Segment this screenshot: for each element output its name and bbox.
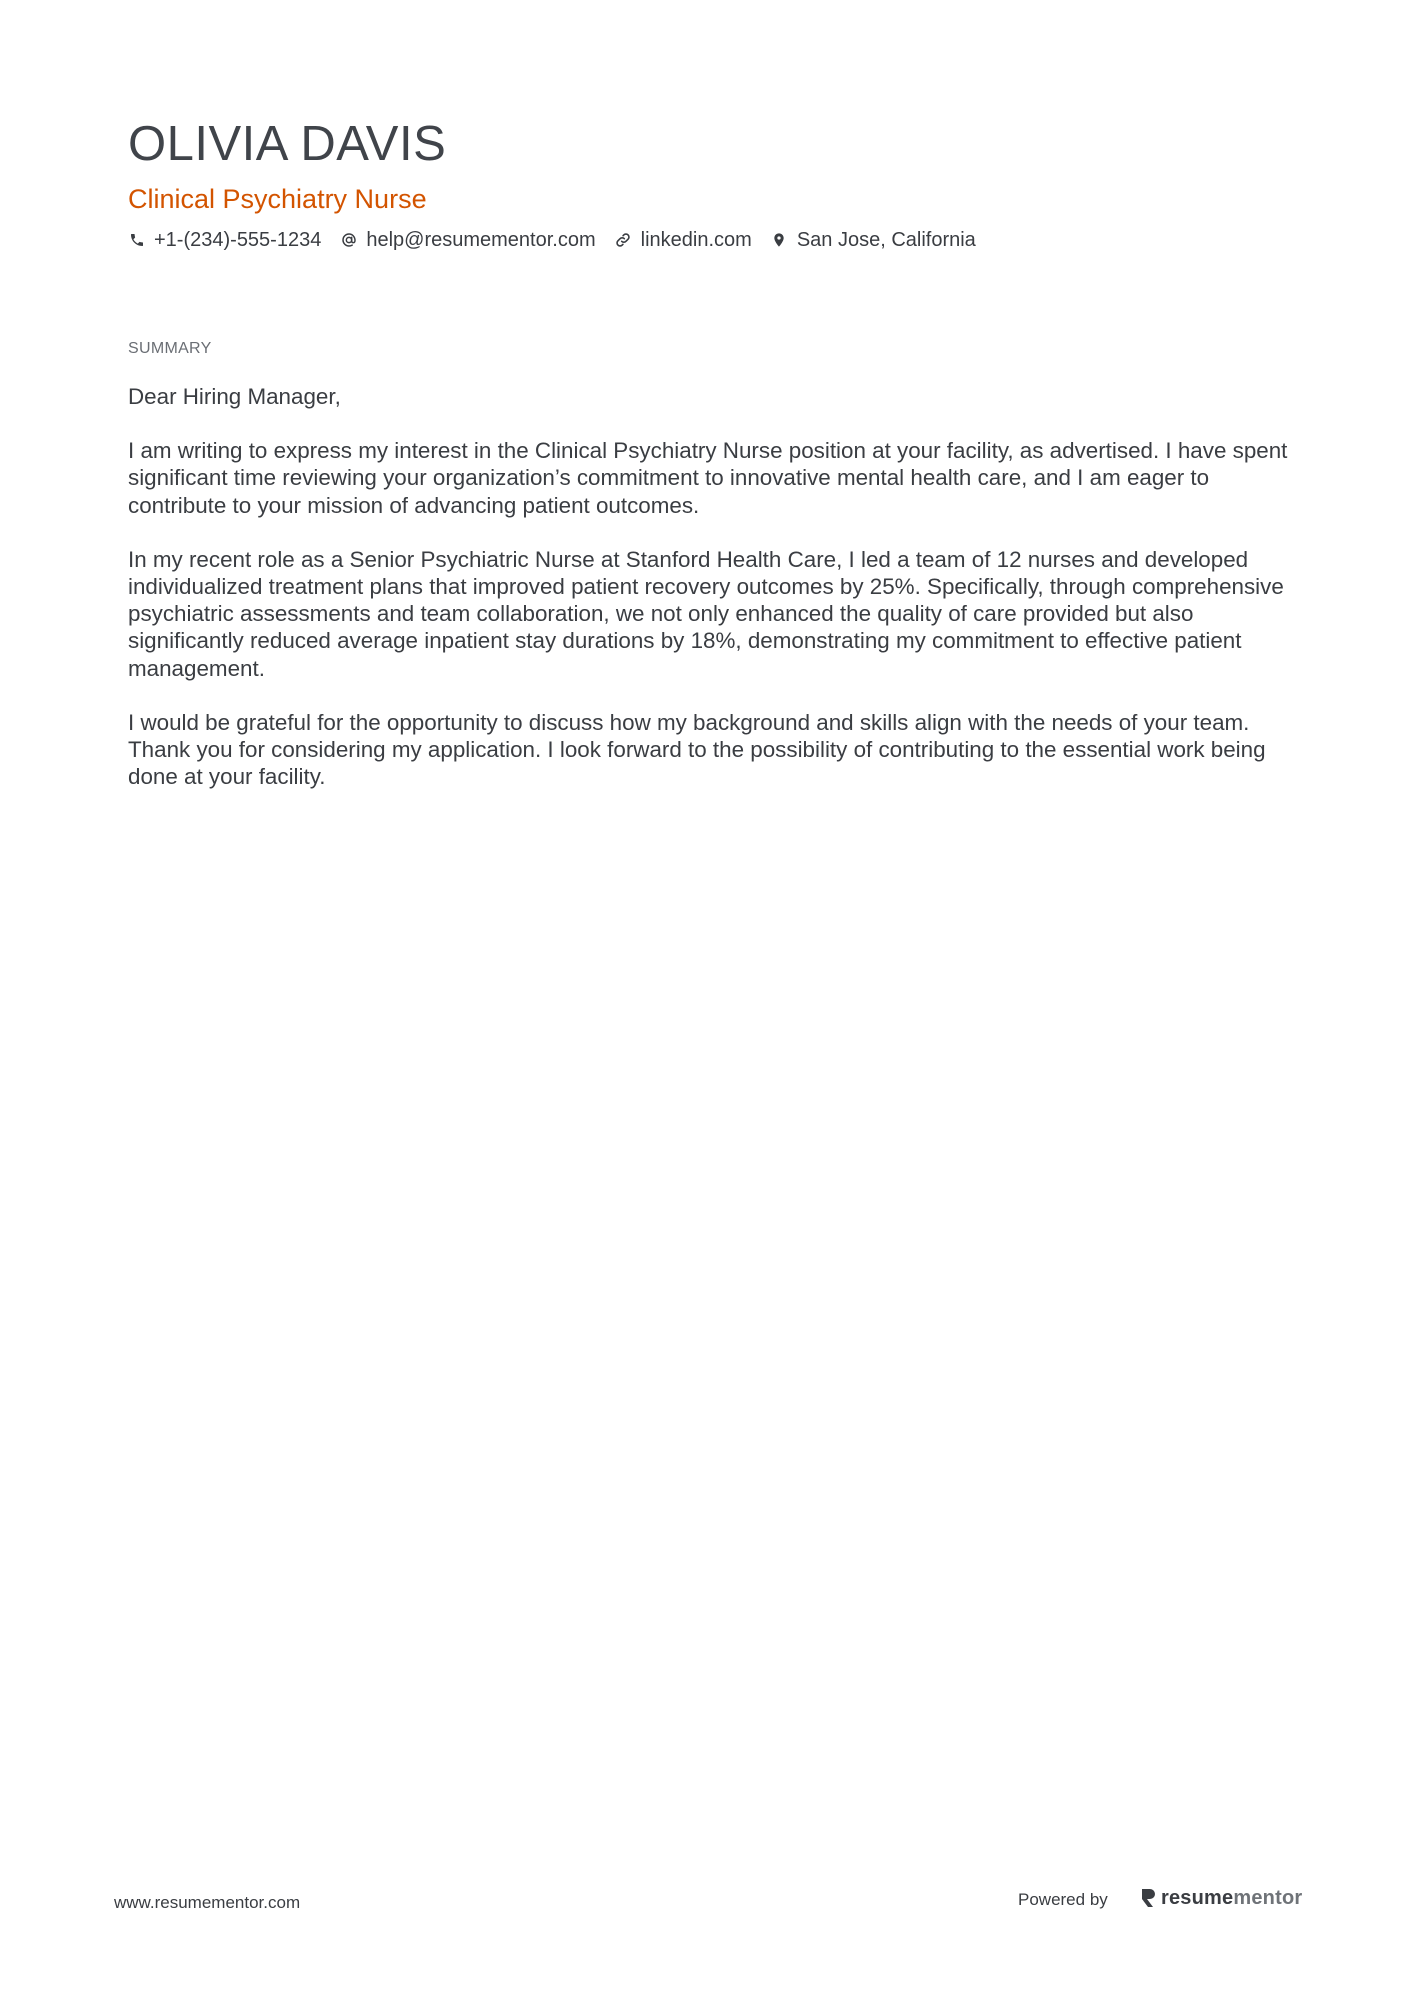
letter-paragraph: In my recent role as a Senior Psychiatric Nurse at Stanford Health Care, I led a team of 12 nurses and developed individualized treatment plans that improved patient recovery outcomes by 25%. Specifically, through comprehensive psychiatric assessments and team collaboration, we not only enhanced the quality of care provided but also significantly reduced average inpatient stay durations by 18%, demonstrating my commitment to effective patient management. (128, 546, 1284, 681)
contact-phone (128, 226, 321, 254)
brand-wordmark-light: mentor (1233, 1887, 1303, 1909)
brand-wordmark (1161, 1885, 1302, 1911)
section-heading-summary: SUMMARY (128, 340, 212, 357)
brand-logo (1140, 1885, 1302, 1911)
candidate-name: OLIVIA DAVIS (128, 117, 447, 171)
link-icon (615, 232, 632, 249)
email-text: help@resumementor.com (366, 229, 596, 251)
contact-bar (128, 226, 995, 254)
letter-paragraph: I would be grateful for the opportunity to discuss how my background and skills align with the needs of your team. Thank you for considering my application. I look forward to the possibility of contributing to the essential work being done at your facility. (128, 709, 1266, 790)
phone-text: +1-(234)-555-1234 (154, 229, 322, 251)
contact-email (340, 226, 595, 254)
location-pin-icon (771, 232, 788, 249)
contact-location (771, 226, 976, 254)
location-text: San Jose, California (796, 229, 976, 251)
footer-powered-by: Powered by (1018, 1890, 1108, 1909)
footer-website: www.resumementor.com (114, 1893, 301, 1912)
brand-wordmark-bold: resume (1161, 1887, 1234, 1909)
phone-icon (128, 232, 145, 249)
linkedin-text: linkedin.com (640, 229, 752, 251)
at-icon (340, 232, 357, 249)
contact-linkedin (615, 226, 752, 254)
job-title: Clinical Psychiatry Nurse (128, 184, 427, 214)
resumementor-logo-icon (1140, 1887, 1157, 1909)
letter-greeting: Dear Hiring Manager, (128, 384, 341, 409)
letter-body (128, 383, 1288, 817)
letter-paragraph: I am writing to express my interest in the Clinical Psychiatry Nurse position at your facility, as advertised. I have spent significant time reviewing your organization’s commitment to innovative mental health care, and I am eager to contribute to your mission of advancing patient outcomes. (128, 438, 1288, 518)
